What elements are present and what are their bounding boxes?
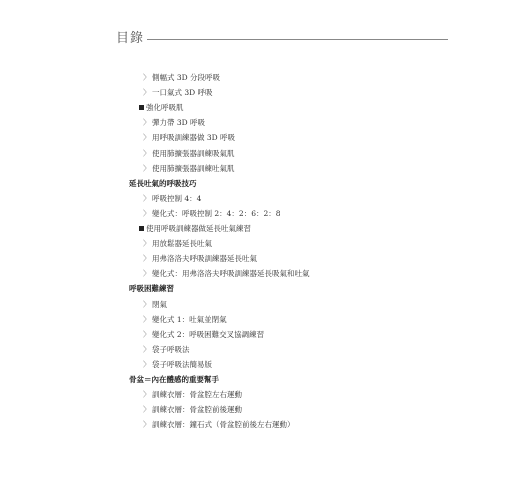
toc-entry-label: 用呼吸訓練器做 3D 呼吸 — [152, 133, 236, 143]
toc-header — [116, 29, 448, 49]
toc-entry-label: 延長吐氣的呼吸技巧 — [129, 178, 197, 188]
chevron-right-icon: 〉 — [143, 329, 151, 339]
chevron-right-icon: 〉 — [143, 405, 151, 415]
toc-entry-label: 骨盆＝內在體感的重要幫手 — [129, 375, 219, 384]
chevron-right-icon: 〉 — [143, 390, 151, 400]
toc-subsection[interactable] — [139, 224, 251, 234]
chevron-right-icon: 〉 — [143, 359, 151, 369]
toc-entry-label: 使用肺擴張器訓練吸氣肌 — [152, 148, 235, 158]
toc-item[interactable] — [143, 345, 190, 355]
chevron-right-icon: 〉 — [143, 344, 151, 354]
page-title: 目錄 — [116, 31, 145, 46]
chevron-right-icon: 〉 — [143, 118, 151, 128]
toc-item[interactable] — [143, 209, 281, 219]
toc-entry-label: 使用肺擴張器訓練吐氣肌 — [152, 163, 235, 173]
toc-entry-label: 變化式 1：吐氣並閉氣 — [152, 314, 227, 324]
chevron-right-icon: 〉 — [143, 148, 151, 158]
toc-entry-label: 呼吸控制 4：4 — [152, 193, 202, 203]
toc-item[interactable] — [143, 73, 220, 83]
toc-section-heading[interactable] — [129, 375, 219, 385]
toc-item[interactable] — [143, 390, 242, 400]
chevron-right-icon: 〉 — [143, 269, 151, 279]
toc-entry-label: 變化式：用弗洛洛夫呼吸訓練器延長吸氣和吐氣 — [152, 269, 310, 279]
toc-item[interactable] — [143, 330, 264, 340]
toc-subsection[interactable] — [139, 103, 184, 113]
toc-section-heading[interactable] — [129, 284, 174, 294]
toc-entry-label: 變化式：呼吸控制 2：4：2：6：2：8 — [152, 208, 281, 218]
toc-entry-label: 閉氣 — [152, 299, 167, 309]
chevron-right-icon: 〉 — [143, 208, 151, 218]
toc-item[interactable] — [143, 269, 310, 279]
toc-item[interactable] — [143, 300, 167, 310]
chevron-right-icon: 〉 — [143, 133, 151, 143]
chevron-right-icon: 〉 — [143, 314, 151, 324]
square-bullet-icon — [139, 105, 144, 110]
toc-entry-label: 訓練衣層：鐘石式（骨盆腔前後左右運動） — [152, 420, 295, 430]
toc-entry-label: 袋子呼吸法簡易版 — [152, 359, 212, 369]
toc-item[interactable] — [143, 239, 212, 249]
toc-item[interactable] — [143, 254, 257, 264]
toc-item[interactable] — [143, 315, 227, 325]
square-bullet-icon — [139, 226, 144, 231]
toc-item[interactable] — [143, 360, 212, 370]
chevron-right-icon: 〉 — [143, 88, 151, 98]
chevron-right-icon: 〉 — [143, 239, 151, 249]
toc-entry-label: 呼吸困難練習 — [129, 284, 174, 294]
toc-entry-label: 用放鬆器延長吐氣 — [152, 239, 212, 249]
chevron-right-icon: 〉 — [143, 193, 151, 203]
toc-entry-label: 使用呼吸訓練器做延長吐氣練習 — [146, 224, 251, 233]
toc-section-heading[interactable] — [129, 179, 197, 189]
toc-item[interactable] — [143, 149, 235, 159]
chevron-right-icon: 〉 — [143, 73, 151, 82]
header-divider — [147, 39, 448, 40]
chevron-right-icon: 〉 — [143, 254, 151, 264]
toc-item[interactable] — [143, 164, 235, 174]
toc-entry-label: 變化式 2：呼吸困難交叉協調練習 — [152, 329, 265, 339]
toc-item[interactable] — [143, 194, 201, 204]
toc-entry-label: 用弗洛洛夫呼吸訓練器延長吐氣 — [152, 254, 257, 264]
toc-item[interactable] — [143, 118, 205, 128]
toc-item[interactable] — [143, 133, 235, 143]
chevron-right-icon: 〉 — [143, 163, 151, 173]
toc-item[interactable] — [143, 88, 213, 98]
toc-entry-label: 訓練衣層：骨盆腔前後運動 — [152, 405, 242, 415]
toc-entry-label: 強化呼吸肌 — [146, 103, 184, 113]
toc-item[interactable] — [143, 405, 242, 415]
toc-entry-label: 訓練衣層：骨盆腔左右運動 — [152, 390, 242, 400]
toc-entry-label: 彈力帶 3D 呼吸 — [152, 118, 206, 128]
toc-entry-label: 一口氣式 3D 呼吸 — [152, 88, 213, 98]
toc-entry-label: 側幅式 3D 分段呼吸 — [152, 73, 221, 82]
toc-entry-label: 袋子呼吸法 — [152, 344, 190, 354]
toc-item[interactable] — [143, 420, 295, 430]
chevron-right-icon: 〉 — [143, 420, 151, 430]
chevron-right-icon: 〉 — [143, 299, 151, 309]
